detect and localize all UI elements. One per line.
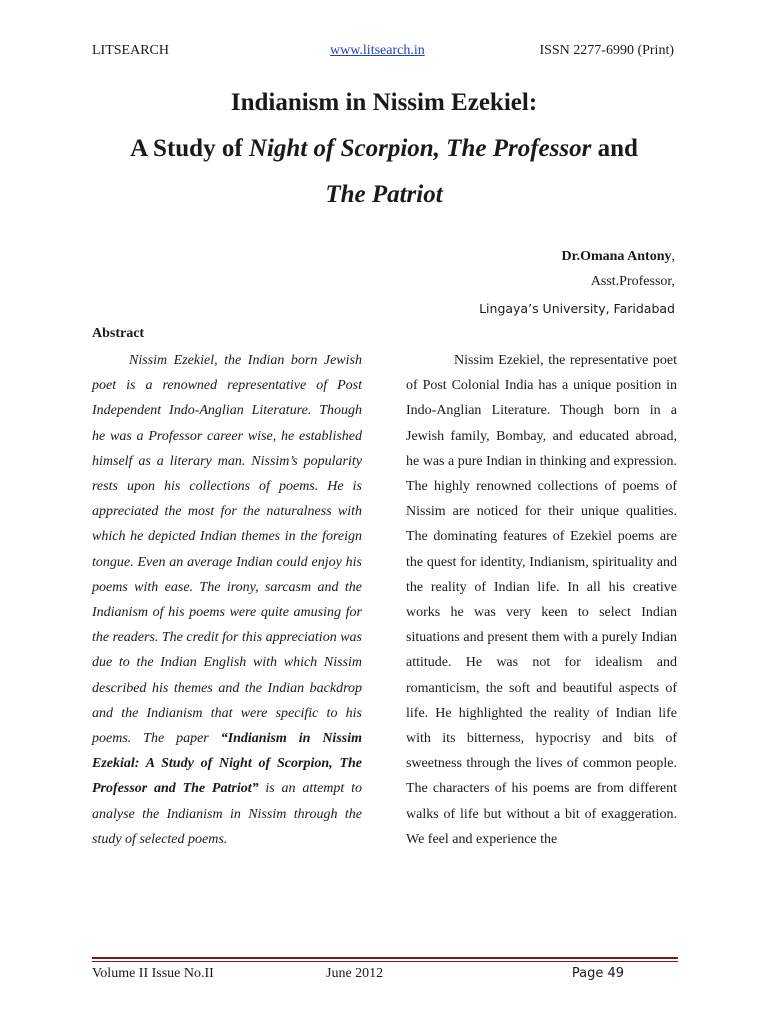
journal-name: LITSEARCH [92,43,169,58]
paper-title-line-2 [60,135,708,163]
journal-website-link[interactable]: www.litsearch.in [330,43,425,58]
abstract-paper-title: “Indianism in Nissim Ezekial: A Study of Night of Scorpion, The Professor and The Patriot” [92,731,363,797]
page-footer [92,966,676,986]
title-line-2-suffix: and [591,135,638,162]
author-position: Asst.Professor, [590,274,675,289]
author-affiliation: Lingaya’s University, Faridabad [479,301,675,316]
body-paragraph-1: Nissim Ezekiel, the representative poet of Post Colonial India has a unique position in Indo-Anglian Literature. Though born in a Jewish family, Bombay, and educated abroad, he was a pure Indian in thinking and expression. The highly renowned collections of poems of Nissim are noticed for their unique qualities. The dominating features of Ezekiel poems are the quest for identity, Indianism, spirituality and the reality of Indian life. In all his creative works he was very keen to select Indian situations and present them with a purely Indian attitude. He was not for idealism and romanticism, the soft and beautiful aspects of life. He highlighted the reality of Indian life with its bitterness, hypocrisy and bits of sweetness through the lives of common people. The characters of his poems are from different walks of life but without a bit of exaggeration. We feel and experience the [406,353,677,847]
author-name: Dr.Omana Antony [561,249,672,264]
body-column [406,348,677,852]
abstract-heading: Abstract [92,326,145,341]
abstract-text-part-2: is an attempt to analyse the Indianism in Nissim through the study of selected poems. [92,781,362,847]
issue-date: June 2012 [326,966,384,981]
title-line-2-prefix: A Study of [130,135,249,162]
abstract-text-part-1: Nissim Ezekiel, the Indian born Jewish poet is a renowned representative of Post Independent Indo-Anglian Literature. Though he was a Professor career wise, he established himself as a literary man. Nissim’s popularity rests upon his collections of poems. He is appreciated the most for the naturalness with which he depicted Indian themes in the foreign tongue. Even an average Indian could enjoy his poems with ease. The irony, sarcasm and the Indianism of his poems were quite amusing for the readers. The credit for this appreciation was due to the Indian English with which Nissim described his themes and the Indian backdrop and the Indianism that were specific to his poems. The paper [92,353,362,747]
paper-title-line-3 [60,181,708,209]
title-line-3-italic: The Patriot [325,181,443,208]
page-header [92,43,676,63]
volume-issue: Volume II Issue No.II [92,966,214,981]
footer-rule-thick [92,957,678,959]
abstract-column [92,348,362,852]
abstract-paragraph [92,348,362,852]
author-name-comma: , [671,249,675,264]
footer-rule-thin [92,961,678,962]
author-name-line [562,249,675,265]
paper-title-line-1: Indianism in Nissim Ezekiel: [230,89,538,116]
page-number: Page 49 [571,966,624,981]
issn-number: ISSN 2277-6990 (Print) [539,43,674,58]
title-line-2-italic: Night of Scorpion, The Professor [248,135,592,162]
